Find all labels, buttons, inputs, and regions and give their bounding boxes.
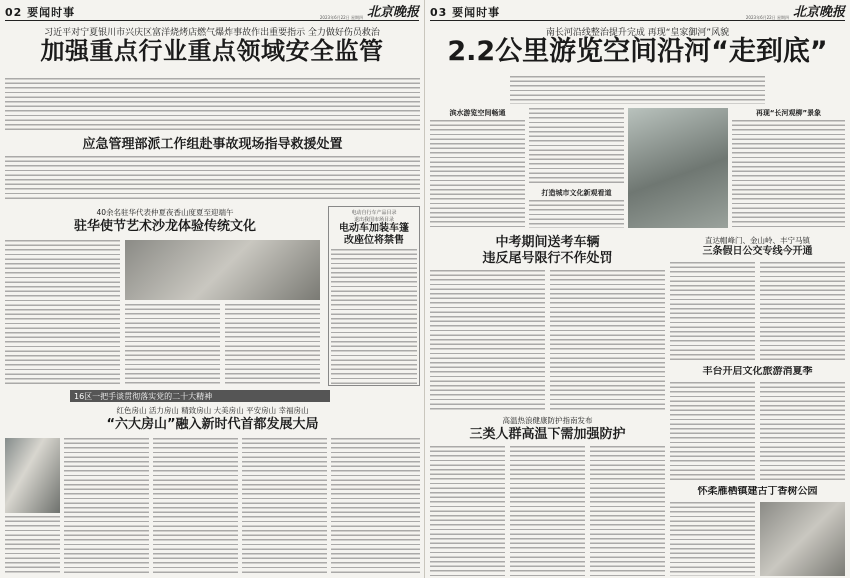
story3-col1 — [5, 240, 120, 385]
right-page — [425, 0, 850, 578]
story4-headline: “六大房山”融入新时代首都发展大局 — [106, 417, 319, 432]
story2-col1 — [430, 270, 545, 410]
right-page-header — [430, 3, 845, 21]
text-column — [732, 120, 845, 228]
section-3-title: 再现“长河观柳”景象 — [755, 109, 822, 117]
story2-headline-line1: 中考期间送考车辆 — [495, 235, 600, 250]
text-column — [510, 76, 765, 104]
text-column — [125, 304, 220, 385]
text-column — [670, 262, 755, 362]
lead-intro — [510, 76, 765, 104]
lead-kicker: 南长河沿线整治提升完成 再现“皇家御河”风貌 — [545, 28, 730, 38]
side2-header — [670, 366, 845, 380]
lead-kicker: 习近平对宁夏银川市兴庆区富洋烧烤店燃气爆炸事故作出重要指示 全力做好伤员救治 — [44, 28, 380, 38]
side3-col1 — [670, 502, 755, 576]
text-column — [760, 262, 845, 362]
text-column — [5, 78, 420, 133]
story4-col2 — [153, 438, 238, 576]
section-1 — [430, 108, 525, 228]
text-column — [550, 270, 665, 410]
story2-headline: 应急管理部派工作组赴事故现场指导救援处置 — [82, 137, 343, 152]
text-column — [331, 249, 417, 386]
story3-photo — [125, 240, 320, 300]
side-headline-1: 电动车加装车篷 — [339, 223, 409, 234]
section-2 — [529, 188, 624, 228]
text-column — [510, 446, 585, 576]
side-kicker-2: 退出我国市场目录 — [353, 217, 394, 223]
text-column — [5, 156, 420, 202]
story4-col1 — [64, 438, 149, 576]
masthead: 北京晚报 — [792, 5, 845, 20]
story3-kicker: 40余名驻华代表仲夏夜香山度夏至迎端午 — [96, 208, 234, 217]
ribbon-label: 16区一把手谈贯彻落实党的二十大精神 — [70, 390, 330, 402]
story3-header — [5, 206, 325, 236]
text-column — [430, 446, 505, 576]
side1-headline: 三条假日公交专线今开通 — [702, 246, 813, 257]
text-column — [670, 502, 755, 576]
side-story-box — [328, 206, 420, 386]
text-column — [529, 108, 624, 186]
side1-col1 — [670, 262, 755, 362]
story2-headline-line2: 违反尾号限行不作处罚 — [482, 250, 613, 266]
side-body — [331, 249, 417, 386]
story4-col3 — [242, 438, 327, 576]
story2-header — [430, 234, 665, 266]
side1-kicker: 直达帽峰门、金山岭、丰宁马镇 — [705, 236, 810, 245]
side1-col2 — [760, 262, 845, 362]
text-column — [64, 438, 149, 576]
story3-headline: 三类人群高温下需加强防护 — [469, 427, 626, 442]
story3-col2 — [510, 446, 585, 576]
date-line: 2023年6月22日 星期四 — [745, 15, 789, 20]
text-column — [529, 200, 624, 228]
left-page-header — [5, 3, 419, 21]
side3-header — [670, 486, 845, 500]
official-portrait — [5, 438, 60, 513]
lead-headline: 2.2公里游览空间沿河“走到底” — [447, 36, 828, 67]
section-1-body — [430, 120, 525, 228]
story3-kicker: 高温热浪健康防护指南发布 — [502, 416, 593, 425]
section-3 — [732, 108, 845, 228]
story3-headline: 驻华使节艺术沙龙体验传统文化 — [73, 219, 256, 234]
story4-col0 — [5, 516, 60, 576]
text-column — [331, 438, 420, 576]
section-2-body — [529, 200, 624, 228]
page-label: 02 要闻时事 — [5, 6, 76, 19]
park-photo — [760, 502, 845, 576]
story3-col3 — [225, 304, 320, 385]
text-column — [242, 438, 327, 576]
text-column — [760, 382, 845, 482]
story3-header — [430, 414, 665, 442]
text-column — [670, 382, 755, 482]
story2-header — [5, 136, 420, 152]
story2-body — [5, 156, 420, 202]
story3-col1 — [430, 446, 505, 576]
lead-col2 — [529, 108, 624, 186]
text-column — [5, 516, 60, 576]
date-line: 2023年6月22日 星期四 — [319, 15, 363, 20]
side2-col2 — [760, 382, 845, 482]
text-column — [5, 240, 120, 385]
text-column — [153, 438, 238, 576]
river-photo — [628, 108, 728, 228]
side2-col1 — [670, 382, 755, 482]
text-column — [225, 304, 320, 385]
text-column — [430, 270, 545, 410]
section-2-title: 打造城市文化新观看道 — [541, 189, 612, 197]
section-1-title: 滨水游览空间畅通 — [449, 109, 506, 117]
side3-headline: 怀柔雁栖镇建古丁香树公园 — [697, 486, 818, 497]
text-column — [430, 120, 525, 228]
story3-col3 — [590, 446, 665, 576]
series-ribbon — [70, 390, 330, 402]
story2-col2 — [550, 270, 665, 410]
story3-col2 — [125, 304, 220, 385]
side-headline-2: 改座位将禁售 — [344, 234, 404, 246]
text-column — [590, 446, 665, 576]
page-label: 03 要闻时事 — [430, 6, 501, 19]
section-3-body — [732, 120, 845, 228]
story4-header — [5, 404, 420, 434]
masthead: 北京晚报 — [366, 5, 419, 20]
story4-col4 — [331, 438, 420, 576]
story4-kicker: 红色房山 活力房山 精致房山 大美房山 平安房山 幸福房山 — [116, 406, 309, 415]
lead-body — [5, 78, 420, 133]
side1-header — [670, 234, 845, 260]
side2-headline: 丰台开启文化旅游消夏季 — [702, 366, 813, 377]
lead-headline: 加强重点行业重点领域安全监管 — [40, 37, 384, 65]
side-kicker-1: 电动自行车产品目录 — [351, 210, 397, 216]
